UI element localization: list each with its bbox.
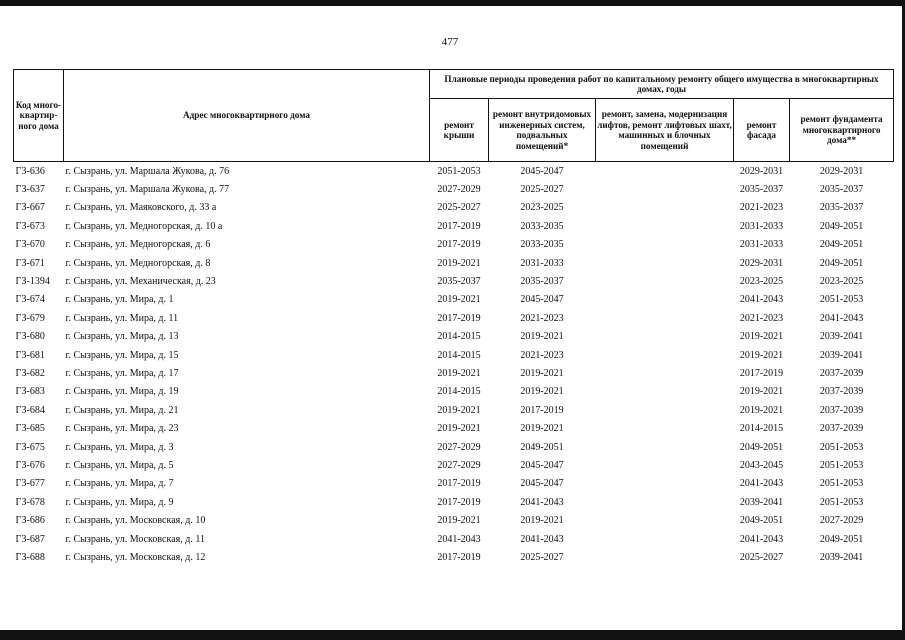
table-row bbox=[14, 272, 894, 290]
cell-code: ГЗ-670 bbox=[15, 239, 45, 251]
cell-roof: 2019-2021 bbox=[437, 294, 481, 306]
cell-roof: 2017-2019 bbox=[437, 220, 481, 232]
cell-facade: 2025-2027 bbox=[739, 551, 784, 563]
cell-code: ГЗ-636 bbox=[15, 165, 45, 177]
cell-engineering: 2025-2027 bbox=[520, 184, 564, 196]
table-row bbox=[14, 309, 894, 327]
cell-address: г. Сызрань, ул. Мира, д. 11 bbox=[65, 312, 179, 324]
cell-elevators bbox=[596, 272, 734, 290]
cell-facade: 2041-2043 bbox=[739, 533, 784, 545]
cell-code: ГЗ-680 bbox=[15, 331, 45, 343]
cell-roof: 2019-2021 bbox=[437, 404, 481, 416]
cell-address: г. Сызрань, ул. Мира, д. 19 bbox=[65, 386, 179, 398]
table-row bbox=[14, 456, 894, 474]
cell-roof: 2017-2019 bbox=[437, 478, 481, 490]
cell-code: ГЗ-685 bbox=[15, 423, 45, 435]
cell-foundation: 2035-2037 bbox=[819, 202, 864, 214]
cell-roof: 2027-2029 bbox=[437, 441, 481, 453]
cell-engineering: 2017-2019 bbox=[520, 404, 564, 416]
cell-foundation: 2035-2037 bbox=[819, 184, 864, 196]
cell-facade: 2023-2025 bbox=[739, 276, 784, 288]
cell-elevators bbox=[596, 217, 734, 235]
cell-elevators bbox=[596, 548, 734, 566]
cell-engineering: 2023-2025 bbox=[520, 202, 564, 214]
cell-foundation: 2037-2039 bbox=[819, 423, 864, 435]
cell-engineering: 2033-2035 bbox=[520, 220, 564, 232]
table-row bbox=[14, 419, 894, 437]
table-row bbox=[14, 383, 894, 401]
cell-roof: 2027-2029 bbox=[437, 459, 481, 471]
cell-foundation: 2051-2053 bbox=[819, 459, 864, 471]
cell-facade: 2019-2021 bbox=[739, 386, 784, 398]
cell-foundation: 2049-2051 bbox=[819, 533, 864, 545]
cell-address: г. Сызрань, ул. Московская, д. 10 bbox=[65, 515, 206, 527]
page-number: 477 bbox=[441, 36, 459, 48]
cell-code: ГЗ-675 bbox=[15, 441, 45, 453]
cell-foundation: 2039-2041 bbox=[819, 331, 864, 343]
cell-elevators bbox=[596, 199, 734, 217]
cell-facade: 2029-2031 bbox=[739, 257, 784, 269]
cell-roof: 2027-2029 bbox=[437, 184, 481, 196]
cell-roof: 2051-2053 bbox=[437, 165, 481, 177]
cell-code: ГЗ-674 bbox=[15, 294, 45, 306]
cell-address: г. Сызрань, ул. Мира, д. 21 bbox=[65, 404, 179, 416]
cell-roof: 2017-2019 bbox=[437, 239, 481, 251]
cell-engineering: 2021-2023 bbox=[520, 349, 564, 361]
cell-foundation: 2051-2053 bbox=[819, 441, 864, 453]
cell-roof: 2035-2037 bbox=[437, 276, 481, 288]
cell-address: г. Сызрань, ул. Механическая, д. 23 bbox=[65, 276, 216, 288]
cell-foundation: 2037-2039 bbox=[819, 404, 864, 416]
table-row bbox=[14, 199, 894, 217]
cell-code: ГЗ-679 bbox=[15, 312, 45, 324]
table-row bbox=[14, 217, 894, 235]
cell-roof: 2017-2019 bbox=[437, 496, 481, 508]
cell-facade: 2019-2021 bbox=[739, 331, 784, 343]
cell-engineering: 2019-2021 bbox=[520, 367, 564, 379]
cell-code: ГЗ-678 bbox=[15, 496, 45, 508]
header-code: Код много-квартир-ного дома bbox=[14, 70, 64, 162]
cell-foundation: 2051-2053 bbox=[819, 496, 864, 508]
cell-facade: 2019-2021 bbox=[739, 404, 784, 416]
header-foundation: ремонт фундамента многоквартирного дома** bbox=[790, 99, 894, 162]
cell-engineering: 2025-2027 bbox=[520, 551, 564, 563]
cell-foundation: 2023-2025 bbox=[819, 276, 864, 288]
cell-engineering: 2045-2047 bbox=[520, 165, 564, 177]
header-elevators: ремонт, замена, модернизация лифтов, ремонт лифтовых шахт, машинных и блочных помещений bbox=[596, 99, 734, 162]
cell-elevators bbox=[596, 364, 734, 382]
cell-code: ГЗ-667 bbox=[15, 202, 45, 214]
cell-elevators bbox=[596, 180, 734, 198]
cell-facade: 2035-2037 bbox=[739, 184, 784, 196]
table-row bbox=[14, 180, 894, 198]
cell-elevators bbox=[596, 438, 734, 456]
table-row bbox=[14, 346, 894, 364]
cell-engineering: 2019-2021 bbox=[520, 331, 564, 343]
table-row bbox=[14, 254, 894, 272]
cell-code: ГЗ-682 bbox=[15, 367, 45, 379]
cell-code: ГЗ-684 bbox=[15, 404, 45, 416]
cell-code: ГЗ-1394 bbox=[15, 276, 50, 288]
cell-elevators bbox=[596, 254, 734, 272]
cell-code: ГЗ-688 bbox=[15, 551, 45, 563]
cell-elevators bbox=[596, 511, 734, 529]
cell-code: ГЗ-686 bbox=[15, 515, 45, 527]
cell-facade: 2029-2031 bbox=[739, 165, 784, 177]
cell-code: ГЗ-687 bbox=[15, 533, 45, 545]
cell-address: г. Сызрань, ул. Маршала Жукова, д. 76 bbox=[65, 165, 230, 177]
cell-elevators bbox=[596, 383, 734, 401]
cell-facade: 2014-2015 bbox=[739, 423, 784, 435]
cell-engineering: 2045-2047 bbox=[520, 294, 564, 306]
cell-foundation: 2051-2053 bbox=[819, 294, 864, 306]
cell-roof: 2017-2019 bbox=[437, 551, 481, 563]
cell-address: г. Сызрань, ул. Медногорская, д. 10 а bbox=[65, 220, 223, 232]
cell-address: г. Сызрань, ул. Мира, д. 13 bbox=[65, 331, 179, 343]
cell-foundation: 2049-2051 bbox=[819, 257, 864, 269]
cell-engineering: 2019-2021 bbox=[520, 423, 564, 435]
cell-elevators bbox=[596, 475, 734, 493]
table-header-row-1 bbox=[14, 70, 894, 99]
cell-engineering: 2035-2037 bbox=[520, 276, 564, 288]
cell-address: г. Сызрань, ул. Мира, д. 15 bbox=[65, 349, 179, 361]
table-row bbox=[14, 291, 894, 309]
cell-foundation: 2049-2051 bbox=[819, 239, 864, 251]
cell-address: г. Сызрань, ул. Мира, д. 9 bbox=[65, 496, 174, 508]
table-row bbox=[14, 364, 894, 382]
cell-engineering: 2019-2021 bbox=[520, 386, 564, 398]
cell-elevators bbox=[596, 328, 734, 346]
cell-code: ГЗ-673 bbox=[15, 220, 45, 232]
cell-address: г. Сызрань, ул. Медногорская, д. 6 bbox=[65, 239, 211, 251]
cell-foundation: 2039-2041 bbox=[819, 551, 864, 563]
cell-address: г. Сызрань, ул. Мира, д. 7 bbox=[65, 478, 174, 490]
cell-code: ГЗ-637 bbox=[15, 184, 45, 196]
cell-engineering: 2041-2043 bbox=[520, 533, 564, 545]
cell-foundation: 2037-2039 bbox=[819, 386, 864, 398]
cell-address: г. Сызрань, ул. Мира, д. 23 bbox=[65, 423, 179, 435]
cell-roof: 2019-2021 bbox=[437, 515, 481, 527]
cell-foundation: 2027-2029 bbox=[819, 515, 864, 527]
table-row bbox=[14, 401, 894, 419]
cell-address: г. Сызрань, ул. Мира, д. 3 bbox=[65, 441, 174, 453]
cell-facade: 2049-2051 bbox=[739, 515, 784, 527]
cell-address: г. Сызрань, ул. Московская, д. 12 bbox=[65, 551, 206, 563]
scan-top-border bbox=[0, 0, 905, 6]
cell-facade: 2039-2041 bbox=[739, 496, 784, 508]
cell-elevators bbox=[596, 419, 734, 437]
cell-elevators bbox=[596, 346, 734, 364]
capital-repair-table bbox=[13, 69, 894, 567]
header-facade: ремонт фасада bbox=[734, 99, 790, 162]
cell-engineering: 2031-2033 bbox=[520, 257, 564, 269]
cell-address: г. Сызрань, ул. Маяковского, д. 33 а bbox=[65, 202, 217, 214]
cell-facade: 2041-2043 bbox=[739, 294, 784, 306]
cell-address: г. Сызрань, ул. Медногорская, д. 8 bbox=[65, 257, 211, 269]
header-periods-group: Плановые периоды проведения работ по капитальному ремонту общего имущества в многоквартирных домах, годы bbox=[430, 70, 894, 99]
cell-roof: 2017-2019 bbox=[437, 312, 481, 324]
cell-address: г. Сызрань, ул. Мира, д. 1 bbox=[65, 294, 174, 306]
cell-roof: 2025-2027 bbox=[437, 202, 481, 214]
cell-foundation: 2039-2041 bbox=[819, 349, 864, 361]
cell-elevators bbox=[596, 493, 734, 511]
cell-code: ГЗ-671 bbox=[15, 257, 45, 269]
cell-roof: 2041-2043 bbox=[437, 533, 481, 545]
cell-engineering: 2045-2047 bbox=[520, 478, 564, 490]
cell-foundation: 2049-2051 bbox=[819, 220, 864, 232]
cell-engineering: 2049-2051 bbox=[520, 441, 564, 453]
table-row bbox=[14, 438, 894, 456]
cell-engineering: 2021-2023 bbox=[520, 312, 564, 324]
header-engineering: ремонт внутридомовых инженерных систем, подвальных помещений* bbox=[489, 99, 596, 162]
cell-elevators bbox=[596, 162, 734, 181]
scan-bottom-border bbox=[0, 630, 905, 640]
cell-roof: 2019-2021 bbox=[437, 367, 481, 379]
cell-facade: 2031-2033 bbox=[739, 220, 784, 232]
cell-facade: 2043-2045 bbox=[739, 459, 784, 471]
cell-facade: 2017-2019 bbox=[739, 367, 784, 379]
cell-address: г. Сызрань, ул. Маршала Жукова, д. 77 bbox=[65, 184, 230, 196]
table-row bbox=[14, 493, 894, 511]
table-row bbox=[14, 328, 894, 346]
header-roof: ремонт крыши bbox=[430, 99, 489, 162]
cell-address: г. Сызрань, ул. Московская, д. 11 bbox=[65, 533, 205, 545]
table-row bbox=[14, 548, 894, 566]
table-row bbox=[14, 511, 894, 529]
cell-roof: 2014-2015 bbox=[437, 386, 481, 398]
cell-elevators bbox=[596, 236, 734, 254]
cell-elevators bbox=[596, 401, 734, 419]
cell-facade: 2019-2021 bbox=[739, 349, 784, 361]
cell-foundation: 2051-2053 bbox=[819, 478, 864, 490]
cell-engineering: 2045-2047 bbox=[520, 459, 564, 471]
cell-elevators bbox=[596, 530, 734, 548]
cell-elevators bbox=[596, 309, 734, 327]
cell-facade: 2049-2051 bbox=[739, 441, 784, 453]
table-row bbox=[14, 236, 894, 254]
cell-foundation: 2029-2031 bbox=[819, 165, 864, 177]
cell-engineering: 2019-2021 bbox=[520, 515, 564, 527]
table-row bbox=[14, 162, 894, 181]
cell-roof: 2014-2015 bbox=[437, 349, 481, 361]
cell-facade: 2021-2023 bbox=[739, 202, 784, 214]
cell-elevators bbox=[596, 456, 734, 474]
cell-foundation: 2037-2039 bbox=[819, 367, 864, 379]
cell-code: ГЗ-677 bbox=[15, 478, 45, 490]
cell-foundation: 2041-2043 bbox=[819, 312, 864, 324]
cell-roof: 2014-2015 bbox=[437, 331, 481, 343]
cell-facade: 2021-2023 bbox=[739, 312, 784, 324]
cell-code: ГЗ-676 bbox=[15, 459, 45, 471]
cell-address: г. Сызрань, ул. Мира, д. 17 bbox=[65, 367, 179, 379]
cell-roof: 2019-2021 bbox=[437, 423, 481, 435]
cell-code: ГЗ-683 bbox=[15, 386, 45, 398]
table-row bbox=[14, 530, 894, 548]
table-row bbox=[14, 475, 894, 493]
cell-roof: 2019-2021 bbox=[437, 257, 481, 269]
cell-engineering: 2033-2035 bbox=[520, 239, 564, 251]
cell-facade: 2031-2033 bbox=[739, 239, 784, 251]
cell-facade: 2041-2043 bbox=[739, 478, 784, 490]
cell-engineering: 2041-2043 bbox=[520, 496, 564, 508]
table-body bbox=[14, 162, 894, 567]
header-address: Адрес многоквартирного дома bbox=[64, 70, 430, 162]
cell-elevators bbox=[596, 291, 734, 309]
cell-code: ГЗ-681 bbox=[15, 349, 45, 361]
cell-address: г. Сызрань, ул. Мира, д. 5 bbox=[65, 459, 174, 471]
